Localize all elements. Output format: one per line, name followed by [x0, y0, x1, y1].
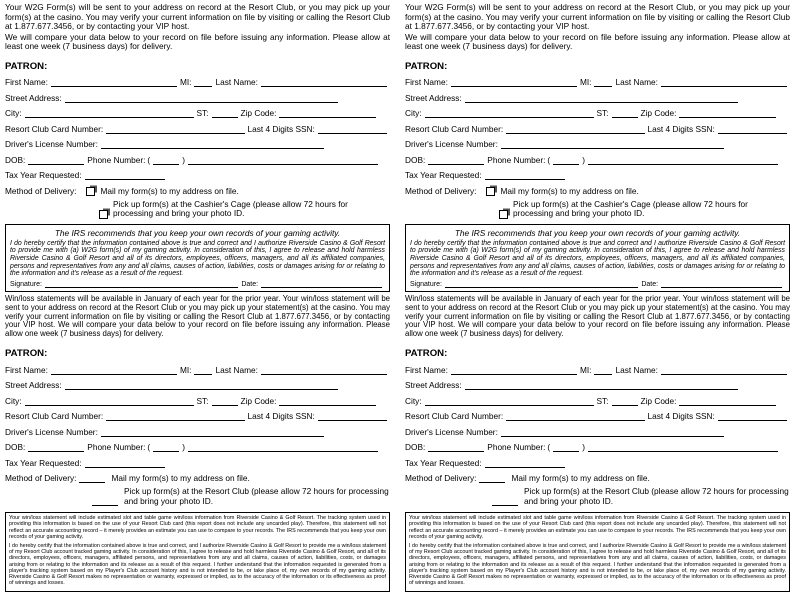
- mail-option-label: Mail my form(s) to my address on file.: [111, 473, 250, 484]
- city-state-zip-row: [5, 396, 390, 406]
- tax-year-row: [405, 170, 790, 180]
- phone-blank: [588, 443, 778, 452]
- state-blank: [612, 397, 638, 406]
- winloss-disclaimer-text: Your win/loss statement will include estimated slot and table game win/loss information from Riverside Casino & Golf Resort. The tracking system used in providing this information is based on the use of your Resort Club card (this report does not include any uncarded play). Therefore, this statement will not reflect an accurate accounting record – it merely provides an estimate you can use to compare to your records. The IRS recommends that you keep your own records of your gaming activity.: [409, 515, 786, 540]
- pickup-checkbox: [499, 210, 508, 219]
- tax-year-blank: [485, 459, 565, 468]
- delivery-method-row: [405, 186, 790, 196]
- delivery-method-row-2: [5, 473, 390, 483]
- ssn-label: Last 4 Digits SSN:: [647, 123, 715, 134]
- last-name-label: Last Name:: [215, 77, 258, 88]
- phone-paren-open: (: [547, 442, 551, 453]
- signature-blank: [445, 280, 638, 288]
- first-name-blank: [451, 366, 577, 375]
- mi-label: MI:: [579, 364, 592, 375]
- state-blank: [212, 397, 238, 406]
- city-state-zip-row: [405, 396, 790, 406]
- pickup-option-row: [91, 200, 390, 219]
- winloss-intro-paragraph: Win/loss statements will be available in January of each year for the prior year. Your win/loss statement will be sent to your address on record at the Resort Club or you may pick up your statement(s) at the casino. You may verify your current information on file by visiting or calling the Resort Club at 1.877.677.3456, or by contacting your VIP host. We will compare your data below to your record on file before issuing any information. Please allow one week (7 business days) for delivery.: [5, 293, 390, 339]
- name-row: [405, 365, 790, 375]
- dob-blank: [28, 156, 84, 165]
- phone-label: Phone Number:: [487, 154, 546, 165]
- tax-year-blank: [85, 459, 165, 468]
- street-address-blank: [65, 94, 338, 103]
- state-blank: [612, 109, 638, 118]
- dob-label: DOB:: [5, 154, 26, 165]
- phone-area-blank: [553, 156, 579, 165]
- city-blank: [425, 397, 594, 406]
- irs-recommendation-note: The IRS recommends that you keep your own records of your gaming activity.: [54, 227, 341, 238]
- tax-year-blank: [85, 171, 165, 180]
- pickup-option-label: Pick up form(s) at the Cashier's Cage (please allow 72 hours for processing and bring your photo ID.: [113, 198, 348, 219]
- date-blank: [261, 280, 382, 288]
- city-blank: [25, 397, 194, 406]
- city-label: City:: [405, 108, 422, 119]
- pickup-option-label: Pick up form(s) at the Resort Club (please allow 72 hours for processing and bring your photo ID.: [124, 486, 389, 506]
- phone-paren-close: ): [582, 154, 585, 165]
- phone-area-blank: [553, 443, 579, 452]
- club-card-label: Resort Club Card Number:: [405, 411, 504, 422]
- mail-option-label: Mail my form(s) to my address on file.: [511, 473, 650, 484]
- last-name-label: Last Name:: [215, 364, 258, 375]
- tax-year-label: Tax Year Requested:: [405, 170, 482, 181]
- phone-label: Phone Number:: [487, 442, 546, 453]
- tax-year-row: [5, 170, 390, 180]
- compare-note-paragraph: We will compare your data below to your record on file before issuing any information. Please allow at least one week (7 business days) for delivery.: [5, 31, 390, 52]
- first-name-label: First Name:: [405, 77, 448, 88]
- city-label: City:: [5, 395, 22, 406]
- first-name-label: First Name:: [405, 364, 448, 375]
- tax-year-blank: [485, 171, 565, 180]
- w2g-certification-box: [5, 224, 390, 292]
- winloss-certification-text: I do hereby certify that the information contained above is true and correct, and I authorize Riverside Casino & Golf Resort to provide me a win/loss statement of my Resort Club account tracked gaming activity. In consideration of this, I agree to release and hold harmless Riverside Casino & Golf Resort, and all of its directors, employees, officers, managers, affiliated persons, and representatives from any and all claims, causes of action, liabilities, costs, or damages arising from or relating to the information and its release as a result of this request. I further understand that the information requested is generated from a player's tracking system based on my Player's Club account history and is not intended to be, or take place of, my own records of my gaming activity. Riverside Casino & Golf Resort makes no representation or warranty, expressed or implied, as to the accuracy of the information or its effectiveness as proof of winnings and losses.: [9, 542, 386, 587]
- dob-phone-row: [5, 155, 390, 165]
- zip-label: Zip Code:: [240, 395, 277, 406]
- pickup-option-label: Pick up form(s) at the Resort Club (please allow 72 hours for processing and bring your photo ID.: [524, 486, 789, 506]
- phone-label: Phone Number:: [87, 154, 146, 165]
- pickup-option-row: [491, 200, 790, 219]
- zip-blank: [279, 397, 376, 406]
- mi-label: MI:: [179, 364, 192, 375]
- pickup-option-label: Pick up form(s) at the Cashier's Cage (please allow 72 hours for processing and bring your photo ID.: [513, 198, 748, 219]
- delivery-method-label: Method of Delivery:: [5, 473, 77, 484]
- compare-note-paragraph: We will compare your data below to your record on file before issuing any information. Please allow at least one week (7 business days) for delivery.: [405, 31, 790, 52]
- delivery-method-label: Method of Delivery:: [405, 473, 477, 484]
- dob-label: DOB:: [405, 442, 426, 453]
- signature-blank: [45, 280, 238, 288]
- date-label: Date:: [641, 280, 659, 288]
- street-address-label: Street Address:: [405, 92, 462, 103]
- club-card-blank: [106, 412, 244, 421]
- tax-year-label: Tax Year Requested:: [5, 170, 82, 181]
- club-card-blank: [106, 125, 244, 134]
- zip-blank: [679, 397, 776, 406]
- first-name-label: First Name:: [5, 77, 48, 88]
- first-name-blank: [51, 366, 177, 375]
- dob-blank: [428, 443, 484, 452]
- signature-label: Signature:: [10, 280, 42, 288]
- zip-label: Zip Code:: [640, 108, 677, 119]
- dob-phone-row: [405, 442, 790, 452]
- zip-label: Zip Code:: [240, 108, 277, 119]
- mi-blank: [194, 78, 212, 87]
- mail-checkbox: [486, 187, 495, 196]
- winloss-certification-text: I do hereby certify that the information contained above is true and correct, and I authorize Riverside Casino & Golf Resort to provide me a win/loss statement of my Resort Club account tracked gaming activity. In consideration of this, I agree to release and hold harmless Riverside Casino & Golf Resort, and all of its directors, employees, officers, managers, affiliated persons, and representatives from any and all claims, causes of action, liabilities, costs, or damages arising from or relating to the information and its release as a result of this request. I further understand that the information requested is generated from a player's tracking system based on my Player's Club account history and is not intended to be, or take place of, my own records of my gaming activity. Riverside Casino & Golf Resort makes no representation or warranty, expressed or implied, as to the accuracy of the information or its effectiveness as proof of winnings and losses.: [409, 542, 786, 587]
- club-card-label: Resort Club Card Number:: [405, 123, 504, 134]
- tax-year-row: [5, 458, 390, 468]
- phone-paren-open: (: [147, 442, 151, 453]
- phone-paren-close: ): [182, 442, 185, 453]
- license-blank: [501, 140, 724, 149]
- winloss-disclaimer-box: [5, 512, 390, 592]
- patron-heading: PATRON:: [405, 60, 448, 72]
- zip-blank: [679, 109, 776, 118]
- first-name-blank: [51, 78, 177, 87]
- phone-label: Phone Number:: [87, 442, 146, 453]
- mail-option-label: Mail my form(s) to my address on file.: [100, 185, 239, 196]
- pickup-option-row-2: [91, 487, 390, 506]
- winloss-disclaimer-box: [405, 512, 790, 592]
- tax-year-label: Tax Year Requested:: [5, 457, 82, 468]
- license-row: [5, 139, 390, 149]
- patron-heading: PATRON:: [5, 348, 48, 360]
- city-blank: [425, 109, 594, 118]
- club-card-ssn-row: [405, 124, 790, 134]
- w2g-certification-text: I do hereby certify that the information contained above is true and correct and I authorize Riverside Casino & Golf Resort to provide me with (a) W2G form(s) of my gaming activity. In consideration of this, I agree to release and hold harmless Riverside Casino & Golf Resort and all of its directors, employees, officers, managers, and all its affiliated companies, persons and representatives from any and all claims, causes of action, liabilities, costs or damages arising for or relating to the information and it's release as a result of the request.: [10, 239, 385, 278]
- dob-phone-row: [5, 442, 390, 452]
- state-label: ST:: [196, 395, 209, 406]
- ssn-label: Last 4 Digits SSN:: [247, 411, 315, 422]
- club-card-ssn-row: [405, 411, 790, 421]
- phone-area-blank: [153, 156, 179, 165]
- w2g-intro-paragraph: Your W2G Form(s) will be sent to your address on record at the Resort Club, or you may pick up your form(s) at the casino. You may verify your current information on file by visiting or calling the Resort Club at 1.877.677.3456, or by contacting your VIP host.: [405, 2, 790, 32]
- zip-blank: [279, 109, 376, 118]
- pickup-option-blank: [492, 497, 518, 506]
- name-row: [5, 365, 390, 375]
- winloss-disclaimer-text: Your win/loss statement will include estimated slot and table game win/loss information from Riverside Casino & Golf Resort. The tracking system used in providing this information is based on the use of your Resort Club card (this report does not include any uncarded play). Therefore, this statement will not reflect an accurate accounting record – it merely provides an estimate you can use to compare to your records. The IRS recommends that you keep your own records of your gaming activity.: [9, 515, 386, 540]
- mi-blank: [594, 78, 612, 87]
- phone-paren-open: (: [147, 154, 151, 165]
- last-name-blank: [661, 78, 787, 87]
- street-address-blank: [465, 94, 738, 103]
- tax-year-label: Tax Year Requested:: [405, 457, 482, 468]
- phone-paren-close: ): [582, 442, 585, 453]
- license-label: Driver's License Number:: [405, 139, 498, 150]
- pickup-option-blank: [92, 497, 118, 506]
- last-name-blank: [261, 366, 387, 375]
- license-row: [5, 427, 390, 437]
- state-blank: [212, 109, 238, 118]
- delivery-method-label: Method of Delivery:: [5, 185, 77, 196]
- license-blank: [101, 140, 324, 149]
- license-label: Driver's License Number:: [5, 426, 98, 437]
- delivery-method-row: [5, 186, 390, 196]
- license-blank: [101, 428, 324, 437]
- street-address-label: Street Address:: [5, 380, 62, 391]
- mail-option-label: Mail my form(s) to my address on file.: [500, 185, 639, 196]
- license-row: [405, 427, 790, 437]
- club-card-blank: [506, 412, 644, 421]
- street-address-label: Street Address:: [5, 92, 62, 103]
- dob-label: DOB:: [5, 442, 26, 453]
- last-name-blank: [661, 366, 787, 375]
- ssn-label: Last 4 Digits SSN:: [247, 123, 315, 134]
- club-card-ssn-row: [5, 411, 390, 421]
- license-row: [405, 139, 790, 149]
- delivery-method-row-2: [405, 473, 790, 483]
- phone-blank: [588, 156, 778, 165]
- first-name-blank: [451, 78, 577, 87]
- city-blank: [25, 109, 194, 118]
- street-address-row: [5, 93, 390, 103]
- signature-label: Signature:: [410, 280, 442, 288]
- ssn-blank: [318, 412, 387, 421]
- street-address-row: [405, 93, 790, 103]
- patron-heading: PATRON:: [405, 348, 448, 360]
- date-blank: [661, 280, 782, 288]
- street-address-row: [5, 380, 390, 390]
- name-row: [5, 77, 390, 87]
- mi-blank: [594, 366, 612, 375]
- phone-area-blank: [153, 443, 179, 452]
- w2g-intro-paragraph: Your W2G Form(s) will be sent to your address on record at the Resort Club, or you may pick up your form(s) at the casino. You may verify your current information on file by visiting or calling the Resort Club at 1.877.677.3456, or by contacting your VIP host.: [5, 2, 390, 32]
- signature-row: [410, 280, 785, 288]
- last-name-blank: [261, 78, 387, 87]
- w2g-certification-text: I do hereby certify that the information contained above is true and correct and I authorize Riverside Casino & Golf Resort to provide me with (a) W2G form(s) of my gaming activity. In consideration of this, I agree to release and hold harmless Riverside Casino & Golf Resort and all of its directors, employees, officers, managers, and all its affiliated companies, persons and representatives from any and all claims, causes of action, liabilities, costs or damages arising for or relating to the information and it's release as a result of the request.: [410, 239, 785, 278]
- tax-year-row: [405, 458, 790, 468]
- dob-blank: [428, 156, 484, 165]
- ssn-label: Last 4 Digits SSN:: [647, 411, 715, 422]
- mail-checkbox: [86, 187, 95, 196]
- city-label: City:: [405, 395, 422, 406]
- street-address-blank: [465, 381, 738, 390]
- club-card-label: Resort Club Card Number:: [5, 411, 104, 422]
- ssn-blank: [318, 125, 387, 134]
- last-name-label: Last Name:: [615, 364, 658, 375]
- club-card-ssn-row: [5, 124, 390, 134]
- name-row: [405, 77, 790, 87]
- street-address-blank: [65, 381, 338, 390]
- phone-paren-close: ): [182, 154, 185, 165]
- winloss-intro-paragraph: Win/loss statements will be available in January of each year for the prior year. Your win/loss statement will be sent to your address on record at the Resort Club or you may pick up your statement(s) at the casino. You may verify your current information on file by visiting or calling the Resort Club at 1.877.677.3456, or by contacting your VIP host. We will compare your data below to your record on file before issuing any information. Please allow one week (7 business days) for delivery.: [405, 293, 790, 339]
- w2g-certification-box: [405, 224, 790, 292]
- last-name-label: Last Name:: [615, 77, 658, 88]
- dob-label: DOB:: [405, 154, 426, 165]
- phone-blank: [188, 443, 378, 452]
- mail-option-blank: [79, 474, 105, 483]
- date-label: Date:: [241, 280, 259, 288]
- mi-label: MI:: [579, 77, 592, 88]
- license-label: Driver's License Number:: [405, 426, 498, 437]
- state-label: ST:: [596, 108, 609, 119]
- ssn-blank: [718, 125, 787, 134]
- form-copy-right: [400, 0, 800, 600]
- dob-blank: [28, 443, 84, 452]
- phone-blank: [188, 156, 378, 165]
- city-state-zip-row: [405, 108, 790, 118]
- pickup-checkbox: [99, 210, 108, 219]
- state-label: ST:: [596, 395, 609, 406]
- pickup-option-row-2: [491, 487, 790, 506]
- zip-label: Zip Code:: [640, 395, 677, 406]
- delivery-method-label: Method of Delivery:: [405, 185, 477, 196]
- ssn-blank: [718, 412, 787, 421]
- street-address-row: [405, 380, 790, 390]
- irs-recommendation-note: The IRS recommends that you keep your own records of your gaming activity.: [454, 227, 741, 238]
- dob-phone-row: [405, 155, 790, 165]
- street-address-label: Street Address:: [405, 380, 462, 391]
- city-label: City:: [5, 108, 22, 119]
- first-name-label: First Name:: [5, 364, 48, 375]
- signature-row: [10, 280, 385, 288]
- city-state-zip-row: [5, 108, 390, 118]
- club-card-blank: [506, 125, 644, 134]
- license-blank: [501, 428, 724, 437]
- state-label: ST:: [196, 108, 209, 119]
- license-label: Driver's License Number:: [5, 139, 98, 150]
- mail-option-blank: [479, 474, 505, 483]
- club-card-label: Resort Club Card Number:: [5, 123, 104, 134]
- phone-paren-open: (: [547, 154, 551, 165]
- mi-label: MI:: [179, 77, 192, 88]
- patron-heading: PATRON:: [5, 60, 48, 72]
- mi-blank: [194, 366, 212, 375]
